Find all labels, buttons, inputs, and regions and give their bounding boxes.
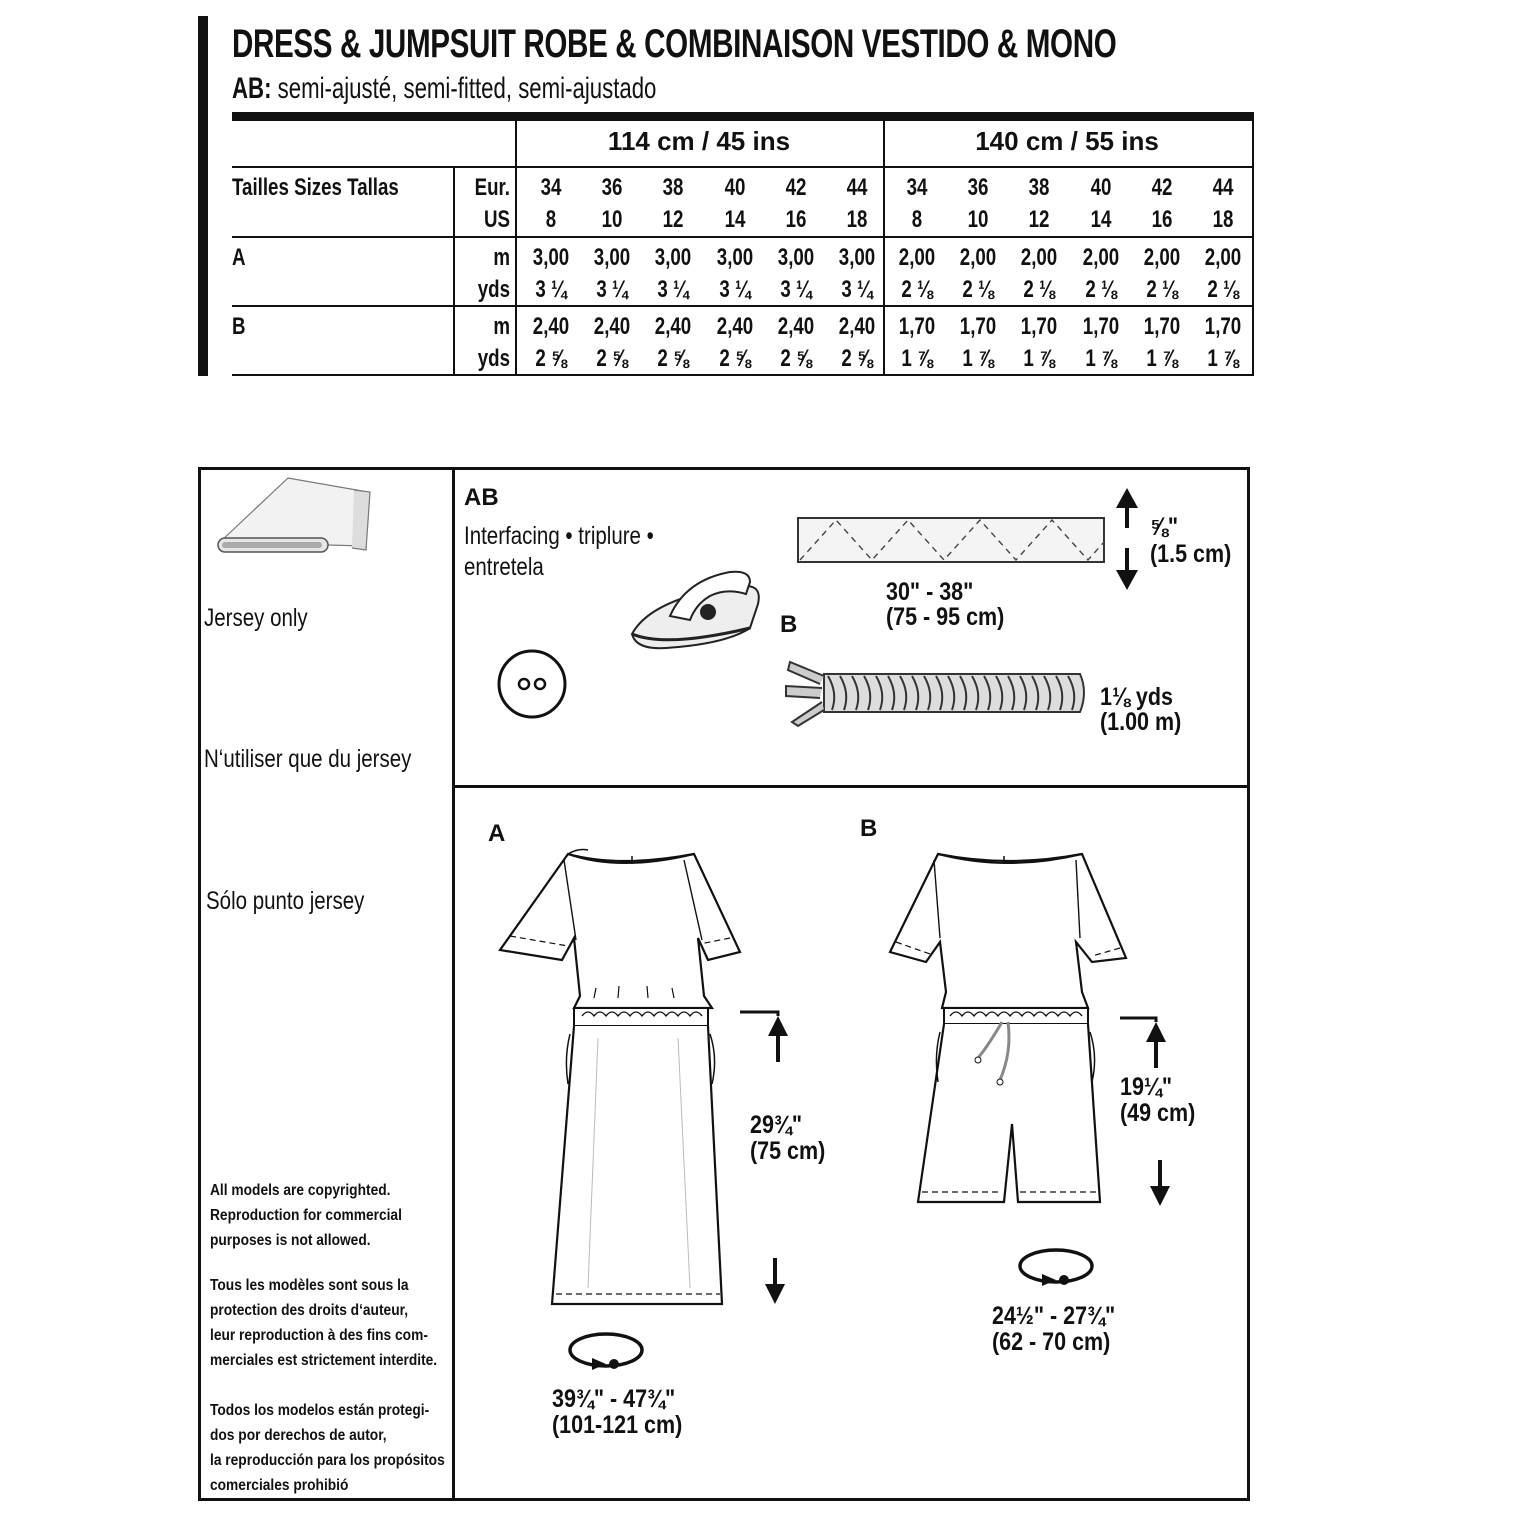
interfacing-label-2: entretela: [464, 553, 544, 581]
iron-icon: [626, 564, 768, 656]
yardage-cell: 2,00: [1204, 244, 1242, 271]
table-rule: [232, 236, 1254, 238]
yardage-cell: 1 ⅞: [1023, 345, 1056, 372]
jumpsuit-leg-cm: (62 - 70 cm): [992, 1328, 1111, 1356]
us-size-cell: 16: [1151, 206, 1173, 233]
us-size-cell: 18: [846, 206, 868, 233]
strip-length-cm: (75 - 95 cm): [886, 603, 1005, 631]
yardage-cell: 3 ¼: [657, 276, 690, 303]
yardage-cell: 2,00: [1143, 244, 1181, 271]
eur-size-cell: 34: [906, 174, 928, 201]
table-rule: [232, 305, 1254, 307]
cord-length-meters: (1.00 m): [1100, 708, 1182, 736]
yardage-cell: 2,00: [959, 244, 997, 271]
yardage-cell: 2 ⅛: [962, 276, 994, 303]
eur-size-cell: 40: [1090, 174, 1112, 201]
yardage-cell: 1,70: [1082, 313, 1119, 340]
panel-divider: [452, 785, 1250, 788]
yardage-cell: 2,40: [716, 313, 753, 340]
yardage-cell: 1 ⅞: [1207, 345, 1239, 372]
yardage-cell: 3,00: [838, 244, 876, 271]
table-top-bar: [232, 112, 1254, 121]
strip-length-inches: 30" - 38": [886, 578, 974, 606]
yardage-cell: 3 ¼: [596, 276, 628, 303]
yardage-cell: 2 ⅝: [657, 345, 690, 372]
table-divider: [883, 121, 885, 376]
eur-size-cell: 34: [540, 174, 562, 201]
us-size-cell: 16: [785, 206, 807, 233]
us-size-cell: 8: [911, 206, 923, 233]
dress-hem-cm: (101-121 cm): [552, 1411, 683, 1439]
eur-size-cell: 44: [1212, 174, 1234, 201]
jumpsuit-view-b-illustration: [888, 846, 1132, 1210]
sizes-label: Tailles Sizes Tallas: [232, 174, 399, 201]
dress-hem-inches: 39¾" - 47¾": [552, 1385, 676, 1413]
fit-text: semi-ajusté, semi-fitted, semi-ajustado: [277, 72, 657, 105]
fabric-bolt-icon: [214, 474, 376, 558]
table-divider: [1252, 121, 1254, 376]
button-icon: [496, 648, 568, 720]
yardage-cell: 2,00: [1021, 244, 1058, 271]
yards-label: yds: [477, 276, 510, 303]
meters-label: m: [493, 313, 510, 340]
jumpsuit-length-inches: 19¼": [1120, 1073, 1173, 1101]
hem-circumference-icon: [566, 1330, 646, 1374]
strip-width-arrow-icon: [1112, 486, 1142, 592]
yardage-cell: 2 ⅝: [841, 345, 873, 372]
us-size-cell: 18: [1212, 206, 1234, 233]
us-size-cell: 10: [601, 206, 623, 233]
yardage-cell: 1 ⅞: [1084, 345, 1117, 372]
fit-description: [232, 72, 656, 106]
yardage-cell: 2,40: [655, 313, 692, 340]
us-size-cell: 14: [1090, 206, 1112, 233]
yardage-cell: 1 ⅞: [901, 345, 933, 372]
meters-label: m: [493, 244, 510, 271]
notions-views-label: AB: [464, 484, 499, 511]
eur-size-cell: 36: [967, 174, 989, 201]
yardage-cell: 1 ⅞: [962, 345, 994, 372]
copyright-en: All models are copyrighted. Reproduction for commercial purposes is not allowed.: [210, 1182, 402, 1249]
cord-length-yards: 1⅛ yds: [1100, 683, 1173, 711]
strip-width-inches: ⅝": [1150, 513, 1179, 541]
yardage-cell: 2 ⅛: [1207, 276, 1239, 303]
jumpsuit-leg-inches: 24½" - 27¾": [992, 1302, 1116, 1330]
view-b-drawing-label: B: [860, 815, 878, 842]
eur-size-cell: 40: [724, 174, 746, 201]
yardage-cell: 3,00: [716, 244, 753, 271]
dress-length-inches: 29¾": [750, 1111, 803, 1139]
yardage-cell: 2,40: [532, 313, 570, 340]
yardage-cell: 2 ⅝: [718, 345, 751, 372]
eur-size-cell: 38: [662, 174, 684, 201]
interfacing-label-1: Interfacing • triplure •: [464, 522, 654, 550]
fabric-width-140: 140 cm / 55 ins: [975, 126, 1159, 156]
eur-size-cell: 38: [1028, 174, 1050, 201]
yardage-cell: 2 ⅝: [780, 345, 812, 372]
panel-divider: [452, 467, 455, 1501]
left-accent-rule: [198, 16, 208, 376]
yardage-cell: 2,40: [593, 313, 631, 340]
us-size-cell: 8: [545, 206, 557, 233]
fabric-width-114: 114 cm / 45 ins: [607, 126, 791, 156]
eur-size-cell: 44: [846, 174, 868, 201]
yardage-cell: 1,70: [1204, 313, 1242, 340]
yardage-cell: 1,70: [1143, 313, 1181, 340]
fabric-note-es: Sólo punto jersey: [206, 887, 365, 915]
table-rule: [232, 374, 1254, 376]
page-title: DRESS & JUMPSUIT ROBE & COMBINAISON VESTIDO & MONO: [232, 22, 1117, 66]
yardage-cell: 2,00: [1082, 244, 1119, 271]
yardage-cell: 2 ⅝: [596, 345, 628, 372]
table-divider: [453, 167, 455, 376]
yardage-cell: 3,00: [777, 244, 815, 271]
yardage-cell: 2,00: [898, 244, 936, 271]
eur-size-cell: 42: [785, 174, 807, 201]
yardage-cell: 1,70: [1021, 313, 1058, 340]
table-divider: [515, 121, 517, 376]
yardage-cell: 3,00: [532, 244, 570, 271]
us-size-cell: 14: [724, 206, 746, 233]
us-size-cell: 12: [662, 206, 684, 233]
yardage-cell: 1,70: [959, 313, 997, 340]
fabric-note-fr: N‘utiliser que du jersey: [204, 745, 412, 773]
interfacing-strip-icon: [796, 516, 1108, 566]
strip-width-cm: (1.5 cm): [1150, 540, 1232, 568]
yardage-cell: 3 ¼: [841, 276, 873, 303]
yardage-cell: 2 ⅛: [1146, 276, 1178, 303]
yards-label: yds: [477, 345, 510, 372]
yardage-cell: 2 ⅛: [1084, 276, 1117, 303]
us-label: US: [483, 206, 510, 233]
view-b-label: B: [232, 313, 246, 340]
eur-size-cell: 42: [1151, 174, 1173, 201]
yardage-cell: 1 ⅞: [1146, 345, 1178, 372]
eur-size-cell: 36: [601, 174, 623, 201]
yardage-cell: 3,00: [593, 244, 631, 271]
twisted-cord-icon: [784, 656, 1090, 730]
yardage-cell: 3 ¼: [780, 276, 812, 303]
yardage-cell: 3 ¼: [718, 276, 751, 303]
copyright-es: Todos los modelos están protegi- dos por derechos de autor, la reproducción para los propósitos comerciales prohibió: [210, 1402, 445, 1494]
yardage-cell: 2 ⅛: [901, 276, 933, 303]
yardage-cell: 3 ¼: [535, 276, 567, 303]
jumpsuit-length-cm: (49 cm): [1120, 1099, 1196, 1127]
fabric-note-en: Jersey only: [204, 604, 308, 632]
copyright-fr: Tous les modèles sont sous la protection des droits d‘auteur, leur reproduction à des fins com- merciales est strictement interdite.: [210, 1277, 438, 1369]
yardage-cell: 2 ⅛: [1023, 276, 1056, 303]
yardage-cell: 3,00: [655, 244, 692, 271]
us-size-cell: 12: [1028, 206, 1050, 233]
dress-length-cm: (75 cm): [750, 1137, 826, 1165]
view-a-drawing-label: A: [488, 820, 506, 847]
cord-view-label: B: [780, 611, 798, 638]
fit-prefix: AB:: [232, 72, 272, 105]
yardage-cell: 1,70: [898, 313, 936, 340]
leg-circumference-icon: [1016, 1246, 1096, 1290]
dress-view-a-illustration: [498, 848, 742, 1312]
yardage-cell: 2 ⅝: [535, 345, 567, 372]
yardage-cell: 2,40: [777, 313, 815, 340]
eur-label: Eur.: [474, 174, 510, 201]
us-size-cell: 10: [967, 206, 989, 233]
table-rule: [232, 166, 1254, 168]
view-a-label: A: [232, 244, 246, 271]
yardage-table: [232, 112, 1254, 377]
yardage-cell: 2,40: [838, 313, 876, 340]
